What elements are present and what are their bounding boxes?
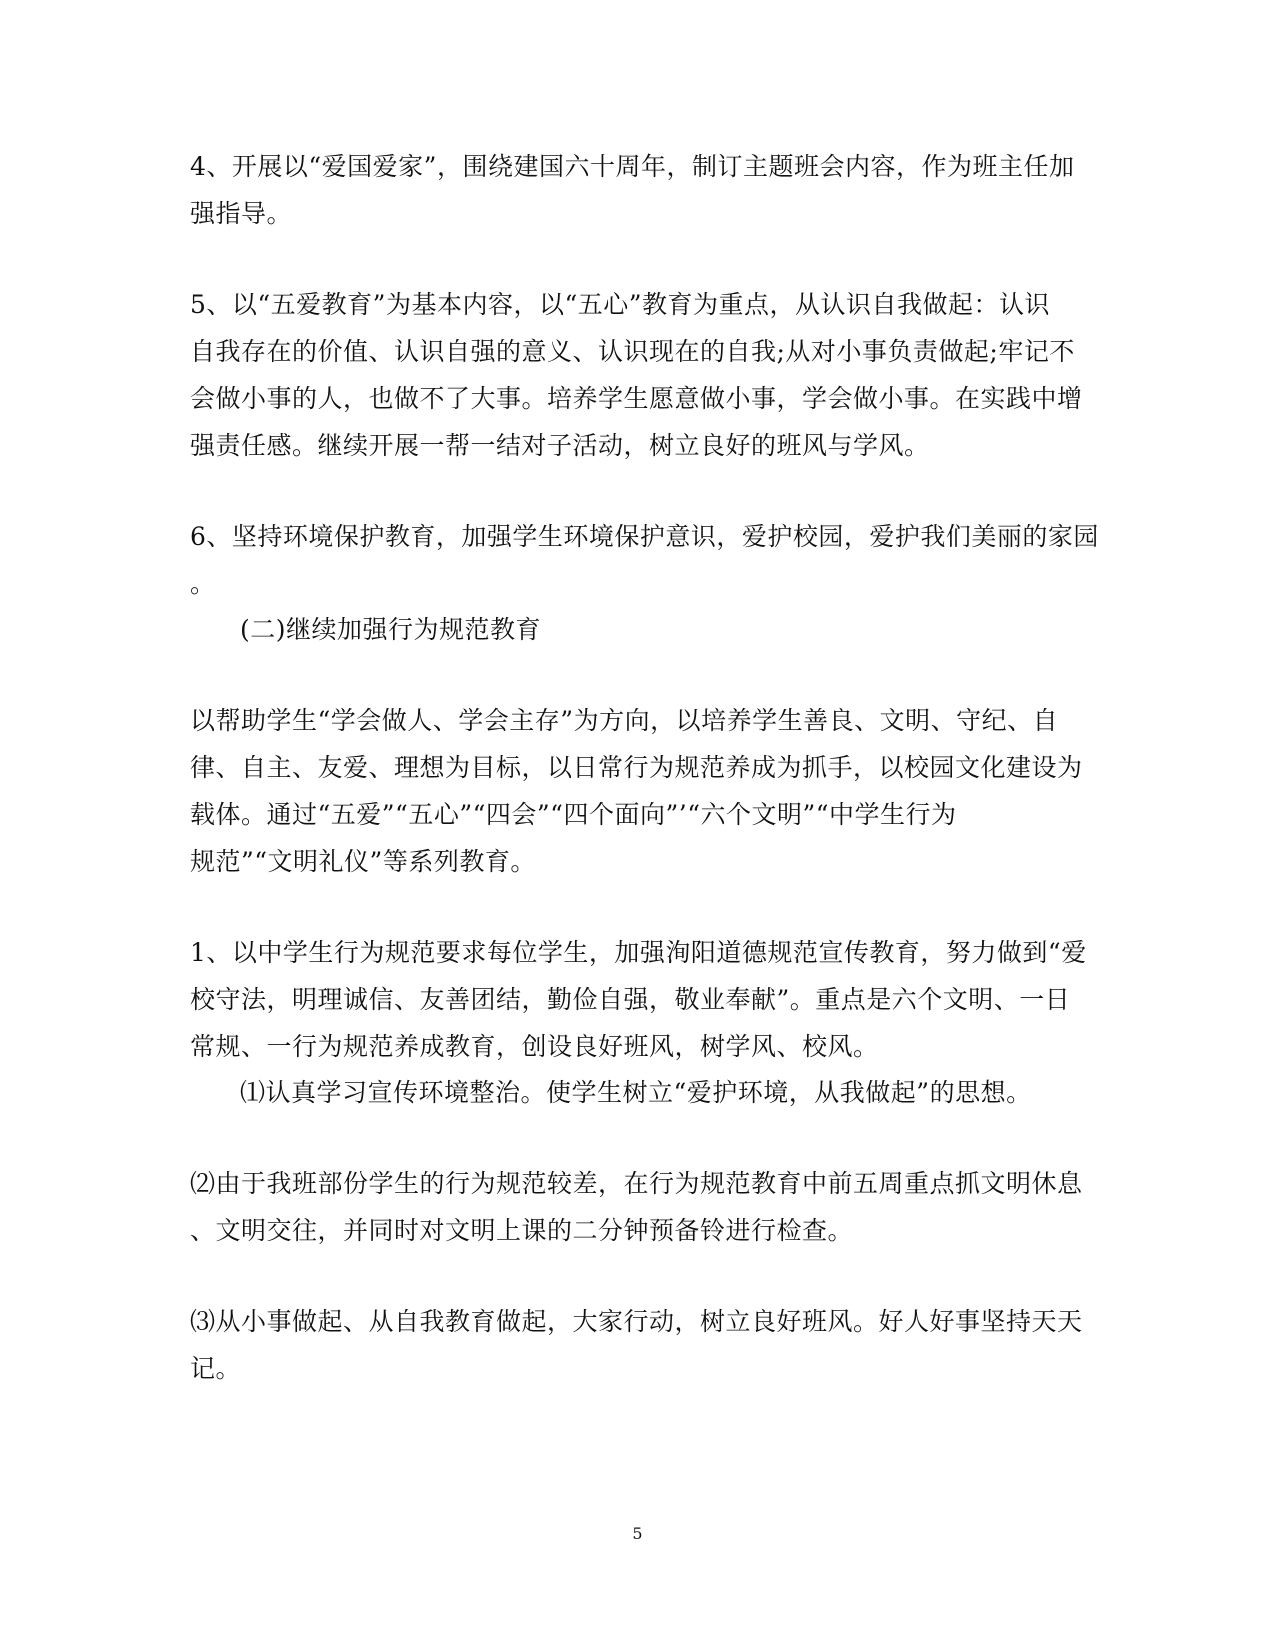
- text-line: 6、坚持环境保护教育，加强学生环境保护意识，爱护校园，爱护我们美丽的家园: [190, 522, 1099, 551]
- text-line: 。: [190, 569, 216, 598]
- section-heading: (二)继续加强行为规范教育: [240, 615, 542, 644]
- text-line: 以帮助学生“学会做人、学会主存”为方向，以培养学生善良、文明、守纪、自: [190, 706, 1059, 735]
- text-line: 载体。通过“五爱”“五心”“四会”“四个面向”’“六个文明”“中学生行为: [190, 800, 957, 829]
- text-line: 律、自主、友爱、理想为目标，以日常行为规范养成为抓手，以校园文化建设为: [190, 753, 1083, 782]
- text-line: ⑵由于我班部份学生的行为规范较差，在行为规范教育中前五周重点抓文明休息: [190, 1169, 1083, 1198]
- text-line: 规范”“文明礼仪”等系列教育。: [190, 847, 536, 876]
- text-line: 5、以“五爱教育”为基本内容，以“五心”教育为重点，从认识自我做起：认识: [190, 290, 1051, 319]
- text-line: 常规、一行为规范养成教育，创设良好班风，树学风、校风。: [190, 1032, 879, 1061]
- text-line: 1、以中学生行为规范要求每位学生，加强洵阳道德规范宣传教育，努力做到“爱: [190, 938, 1087, 967]
- text-line: 会做小事的人，也做不了大事。培养学生愿意做小事，学会做小事。在实践中增: [190, 384, 1083, 413]
- page-number: 5: [632, 1524, 643, 1543]
- text-line: 强指导。: [190, 199, 293, 228]
- text-line: 自我存在的价值、认识自强的意义、认识现在的自我;从对小事负责做起;牢记不: [190, 337, 1075, 366]
- text-line: 强责任感。继续开展一帮一结对子活动，树立良好的班风与学风。: [190, 431, 930, 460]
- text-line: 、文明交往，并同时对文明上课的二分钟预备铃进行检查。: [190, 1216, 854, 1245]
- text-line: 4、开展以“爱国爱家”，围绕建国六十周年，制订主题班会内容，作为班主任加: [190, 152, 1075, 181]
- text-line: ⑴认真学习宣传环境整治。使学生树立“爱护环境，从我做起”的思想。: [240, 1078, 1032, 1107]
- text-line: 校守法，明理诚信、友善团结，勤俭自强，敬业奉献”。重点是六个文明、一日: [190, 985, 1071, 1014]
- text-line: ⑶从小事做起、从自我教育做起，大家行动，树立良好班风。好人好事坚持天天: [190, 1307, 1083, 1336]
- text-line: 记。: [190, 1354, 242, 1383]
